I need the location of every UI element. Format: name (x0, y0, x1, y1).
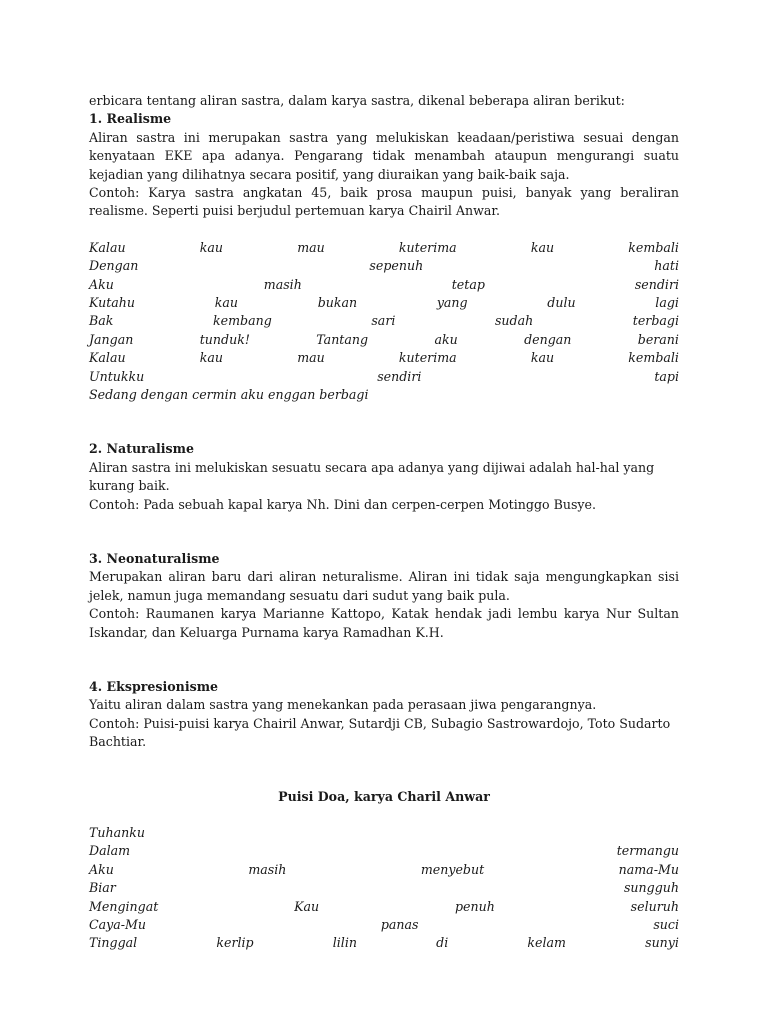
poem-word: hati (654, 258, 679, 274)
poem-word: kau (530, 239, 555, 255)
poem-word: kelam (527, 935, 566, 951)
intro-text: erbicara tentang aliran sastra, dalam karya sastra, dikenal beberapa aliran berikut: (89, 93, 625, 108)
poem-word: Tuhanku (89, 825, 145, 841)
section-example-ekspresionisme: Contoh: Puisi-puisi karya Chairil Anwar, Sutardji CB, Subagio Sastrowardojo, Toto Sudarto Bachtiar. (89, 715, 671, 750)
poem-line (89, 294, 679, 312)
poem-line (89, 386, 679, 404)
poem-line (89, 331, 679, 349)
poem-line (89, 349, 679, 367)
poem-word: kau (199, 350, 224, 366)
section-heading-naturalisme: 2. Naturalisme (89, 441, 194, 457)
poem-word: kembang (212, 313, 272, 329)
poem-line (89, 861, 679, 879)
poem-pertemuan (89, 239, 679, 405)
spacer (89, 514, 679, 550)
poem-word: Aku (89, 276, 114, 292)
poem-word: Caya-Mu (89, 917, 147, 932)
poem-word: kembali (628, 239, 679, 255)
section-example-neonaturalisme: Contoh: Raumanen karya Marianne Kattopo, Katak hendak jadi lembu karya Nur Sultan Iskandar, dan Keluarga Purnama karya Ramadhan K.H. (89, 606, 679, 640)
poem-word: dengan (524, 331, 572, 347)
poem-word: di (436, 935, 449, 951)
poem-word: masih (248, 861, 287, 877)
spacer (89, 404, 679, 440)
section-heading-neonaturalisme: 3. Neonaturalisme (89, 550, 220, 566)
poem-word: kuterima (398, 239, 457, 255)
poem-word: sudah (494, 313, 534, 329)
poem-word: tetap (451, 276, 485, 292)
poem-line (89, 898, 679, 916)
document-page (89, 92, 679, 953)
poem-word: Kutahu (89, 295, 136, 311)
poem-word: Dengan (89, 258, 139, 274)
poem-word: sendiri (634, 276, 679, 292)
poem-word: Kau (294, 898, 320, 914)
poem-word: Mengingat (89, 898, 159, 914)
poem-line (89, 824, 679, 842)
section-desc-naturalisme: Aliran sastra ini melukiskan sesuatu secara apa adanya yang dijiwai adalah hal-hal yang kurang baik. (89, 459, 655, 494)
poem-word: sunyi (645, 935, 679, 951)
poem-word: Kalau (89, 350, 126, 366)
poem-word: berani (637, 331, 679, 347)
poem-word: bukan (317, 295, 358, 311)
poem-word: nama-Mu (618, 861, 679, 877)
poem-word: penuh (454, 898, 495, 914)
section-desc-ekspresionisme: Yaitu aliran dalam sastra yang menekankan pada perasaan jiwa pengarangnya. (89, 697, 597, 713)
poem-word: kau (214, 295, 238, 311)
poem-word: Kalau (89, 239, 126, 255)
poem-word: terbagi (632, 313, 679, 329)
poem-word: dulu (547, 295, 576, 311)
poem-line (89, 916, 679, 934)
section-example-realisme: Contoh: Karya sastra angkatan 45, baik prosa maupun puisi, banyak yang beraliran realisme. Seperti puisi berjudul pertemuan karya Chairil Anwar. (89, 185, 679, 219)
poem-word: sendiri (377, 368, 422, 384)
poem-word: masih (263, 276, 302, 292)
poem-line (89, 842, 679, 860)
poem-word: Bak (89, 313, 114, 329)
poem-line (89, 239, 679, 257)
poem-word: tunduk! (199, 331, 250, 347)
poem-word: menyebut (420, 861, 485, 877)
section-desc-neonaturalisme: Merupakan aliran baru dari aliran neturalisme. Aliran ini tidak saja mengungkapkan sisi jelek, namun juga memandang sesuatu dari sudut yang baik pula. (89, 569, 679, 603)
poem-word: aku (434, 331, 458, 347)
poem-word: seluruh (630, 898, 679, 914)
poem-word: Dalam (89, 843, 131, 859)
section-desc-realisme: Aliran sastra ini merupakan sastra yang melukiskan keadaan/peristiwa sesuai dengan kenyataan EKE apa adanya. Pengarang tidak menambah ataupun mengurangi suatu kejadian yang dilihatnya secara positif, yang diuraikan yang baik-baik saja. (89, 129, 679, 182)
poem-line (89, 934, 679, 952)
poem-word: Biar (89, 880, 116, 896)
poem-word: kembali (628, 350, 679, 366)
poem-word: sungguh (623, 880, 679, 896)
poem-word: Tinggal (89, 935, 138, 951)
poem-title: Puisi Doa, karya Charil Anwar (278, 788, 490, 804)
poem-word: mau (297, 239, 325, 255)
poem-word: Tantang (316, 331, 369, 347)
poem-word: kau (530, 350, 555, 366)
poem-word: Jangan (89, 331, 134, 347)
poem-word: kuterima (398, 350, 457, 366)
poem-word: kerlip (216, 935, 254, 951)
poem-line (89, 276, 679, 294)
poem-line (89, 368, 679, 386)
poem-word: yang (436, 295, 468, 311)
poem-doa (89, 824, 679, 953)
poem-word: kau (199, 239, 224, 255)
poem-word: Untukku (89, 368, 145, 384)
poem-line (89, 879, 679, 897)
poem-word: sari (371, 313, 396, 329)
poem-word: termangu (616, 843, 679, 859)
poem-word: mau (297, 350, 325, 366)
section-heading-realisme: 1. Realisme (89, 111, 172, 127)
poem-word: sepenuh (369, 258, 424, 274)
poem-word: tapi (654, 368, 679, 384)
poem-word: panas (380, 917, 419, 932)
spacer (89, 752, 679, 788)
poem-word: lilin (332, 935, 357, 951)
poem-line (89, 312, 679, 330)
poem-line (89, 257, 679, 275)
section-example-naturalisme: Contoh: Pada sebuah kapal karya Nh. Dini dan cerpen-cerpen Motinggo Busye. (89, 496, 596, 512)
section-heading-ekspresionisme: 4. Ekspresionisme (89, 679, 219, 695)
poem-word: suci (653, 917, 679, 932)
poem-word: Aku (89, 861, 114, 877)
poem-word: Sedang dengan cermin aku enggan berbagi (89, 386, 369, 402)
spacer (89, 642, 679, 678)
poem-word: lagi (655, 295, 679, 311)
